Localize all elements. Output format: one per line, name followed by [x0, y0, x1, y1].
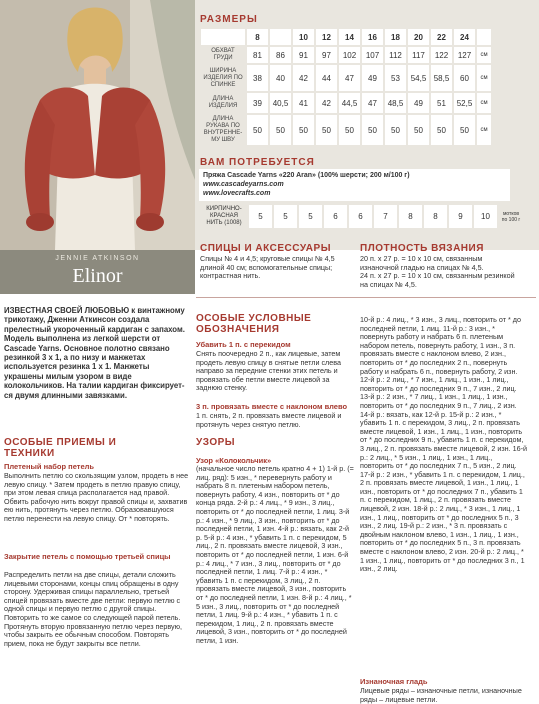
cell: 48,5 [385, 93, 406, 113]
yarn-quantity-row [201, 205, 523, 228]
size-row-sleeve [201, 115, 491, 145]
color-label: КИРПИЧНО- КРАСНАЯ НИТЬ (1008) [206, 206, 242, 226]
cell: 8 [424, 205, 447, 228]
size-header: 24 [454, 29, 475, 45]
bind-off-text: Распределить петли на две спицы, детали сложить лицевыми сторонами, концы спиц обращены в одну сторону. Удерживая спицы параллельно, третьей спицей провязать вместе две петли: первую петлю с одной спицы и первую петлю с другой спицы. Повторить то же самое со следующей парой петель. Протянуть вторую провязанную петлю через первую, чтобы закрыть ее обычным способом. Повторять прием, пока не будут закрыты все петли. [4, 570, 183, 648]
cell: 50 [362, 115, 383, 145]
cell: 122 [431, 47, 452, 63]
divider [196, 297, 536, 298]
sizes-header-row [201, 29, 491, 45]
symbols-heading: ОСОБЫЕ УСЛОВНЫЕ ОБОЗНАЧЕНИЯ [196, 313, 312, 335]
yarn-site-2[interactable]: www.lovecrafts.com [203, 190, 271, 197]
cell: 50 [431, 115, 452, 145]
cell: 50 [316, 115, 337, 145]
yarn-quantity-table [199, 203, 525, 230]
cell: 49 [408, 93, 429, 113]
cell: 50 [270, 115, 291, 145]
cell: 10 [474, 205, 497, 228]
symbol-1-text: Снять поочередно 2 п., как лицевые, затем продеть левую спицу в снятые петли слева направо за передние стенки этих петель и провязать обе петли вместе лицевой за заднюю стенку. [196, 349, 341, 393]
reverse-stockinette-title: Изнаночная гладь [360, 677, 428, 686]
row-label: ДЛИНА ИЗДЕЛИЯ [208, 96, 238, 109]
materials-heading: ВАМ ПОТРЕБУЕТСЯ [200, 157, 315, 168]
cell: 49 [362, 65, 383, 91]
cell: 60 [454, 65, 475, 91]
bind-off-title: Закрытие петель с помощью третьей спицы [4, 552, 171, 561]
size-header: 22 [431, 29, 452, 45]
cell: 50 [454, 115, 475, 145]
cell: 42 [316, 93, 337, 113]
cell: 50 [339, 115, 360, 145]
cell: 50 [408, 115, 429, 145]
unit-cell: см [477, 47, 491, 63]
cast-on-title: Плетеный набор петель [4, 462, 95, 471]
model-photo-illustration [0, 0, 195, 250]
bell-pattern-title: Узор «Колокольчик» [196, 456, 272, 465]
cell: 117 [408, 47, 429, 63]
symbol-1-title: Убавить 1 п. с перекидом [196, 340, 291, 349]
cell: 9 [449, 205, 472, 228]
designer-name: JENNIE ATKINSON [55, 255, 140, 262]
size-header: 20 [408, 29, 429, 45]
size-header: 14 [339, 29, 360, 45]
cell: 6 [324, 205, 347, 228]
row-label: ОБХВАТ ГРУДИ [211, 48, 235, 61]
row-label: ДЛИНА РУКАВА ПО ВНУТРЕННЕ- МУ ШВУ [203, 116, 243, 143]
size-header: 12 [316, 29, 337, 45]
size-header: 16 [362, 29, 383, 45]
cell: 53 [385, 65, 406, 91]
intro-text: ИЗВЕСТНАЯ СВОЕЙ ЛЮБОВЬЮ к винтажному трикотажу, Дженни Аткинсон создала прелестный укороченный кардиган с запахом. Модель выполнена из легкой шерсти от Cascade Yarns. Основное полотно связано резинкой 3 х 1, а по низу и манжетах используется резинка 1 х 1. Манжеты украшены милым узором в виде колокольчиков. На талии кардиган фиксирует-ся двумя длинными завязками. [4, 306, 185, 400]
symbol-2-text: 1 п. снять, 2 п. провязать вместе лицевой и протянуть через снятую петлю. [196, 411, 342, 429]
cast-on-text: Выполнить петлю со скользящим узлом, продеть в нее левую спицу. * Затем продеть в петлю правую спицу, при этом левая спица располагается над правой. Обвить рабочую нить вокруг правой спицы и, захватив ею нить, протянуть через петлю. Образовавшуюся петлю перенести на левую спицу. От * повторять. [4, 471, 189, 523]
cell: 5 [299, 205, 322, 228]
reverse-stockinette-text: Лицевые ряды – изнаночные петли, изнаночные ряды – лицевые петли. [360, 686, 522, 704]
unit-cell: см [477, 115, 491, 145]
techniques-heading: ОСОБЫЕ ПРИЕМЫ И ТЕХНИКИ [4, 437, 117, 459]
cell: 5 [274, 205, 297, 228]
yarn-site-1[interactable]: www.cascadeyarns.com [203, 181, 284, 188]
cell: 8 [399, 205, 422, 228]
cell: 7 [374, 205, 397, 228]
cell: 112 [385, 47, 406, 63]
cell: 91 [293, 47, 314, 63]
model-photo [0, 0, 195, 250]
designer-banner [0, 250, 195, 294]
size-row-width [201, 65, 491, 91]
size-header: 10 [293, 29, 314, 45]
symbol-2-title: 3 п. провязать вместе с наклоном влево [196, 402, 348, 411]
gauge-text-2: 24 п. х 27 р. = 10 х 10 см, связанным резинкой на спицах № 4,5. [360, 271, 515, 289]
cell: 51 [431, 93, 452, 113]
cell: 42 [293, 65, 314, 91]
cell: 107 [362, 47, 383, 63]
gauge-text-1: 20 п. х 27 р. = 10 х 10 см, связанным изнаночной гладью на спицах № 4,5. [360, 254, 484, 272]
patterns-heading: УЗОРЫ [196, 437, 236, 448]
cell: 6 [349, 205, 372, 228]
cell: 40 [270, 65, 291, 91]
cell: 40,5 [270, 93, 291, 113]
cell: 54,5 [408, 65, 429, 91]
cell: 47 [362, 93, 383, 113]
pattern-name: Elinor [72, 265, 123, 287]
unit-cell: мотков по 100 г [501, 210, 521, 223]
cell: 41 [293, 93, 314, 113]
size-header-empty [270, 29, 291, 45]
yarn-box [199, 169, 510, 201]
cell: 86 [270, 47, 291, 63]
size-row-bust [201, 47, 491, 63]
size-header: 18 [385, 29, 406, 45]
gauge-heading: ПЛОТНОСТЬ ВЯЗАНИЯ [360, 243, 484, 254]
sizes-heading: РАЗМЕРЫ [200, 14, 258, 25]
size-row-length [201, 93, 491, 113]
unit-cell: см [477, 65, 491, 91]
cell: 102 [339, 47, 360, 63]
cell: 44 [316, 65, 337, 91]
cell: 81 [247, 47, 268, 63]
needles-heading: СПИЦЫ И АКСЕССУАРЫ [200, 243, 331, 254]
cell: 50 [247, 115, 268, 145]
bell-pattern-text: (начальное число петель кратно 4 + 1) 1-й р. (= лиц. ряд): 5 изн., * перевернуть работу и набрать 8 п. плетеным набором петель, повернуть работу, 4 изн., повторить от * до конца ряда. 2-й р.: 4 лиц., * 9 изн., 3 лиц., повторить от * до последней петли, 1 лиц. 3-й р.: 4 изн., * 9 лиц., 3 изн., повторить от * до последней петли, 1 изн. 4-й р.: вязать, как 2-й р. 5-й р.: 4 изн., * убавить 1 п. с перекидом, 5 лиц., 2 п. провязать вместе лицевой, 3 изн., повторить от * до последней петли, 1 изн. 6-й р.: 4 лиц., * 7 изн., 3 лиц., повторить от * до последней петли, 1 лиц. 7-й р.: 4 изн., * убавить 1 п. с перекидом, 3 лиц., 2 п. провязать вместе лицевой, 3 изн., повторить от * до последней петли, 1 изн. 8-й р.: 4 лиц., * 5 изн., 3 лиц., повторить от * до последней петли, 1 лиц. 9-й р.: 4 изн., * убавить 1 п. с перекидом, 1 лиц., 2 п. провязать вместе лицевой, 3 изн., повторить от * до последней петли, 1 изн. [196, 464, 354, 645]
cell: 50 [385, 115, 406, 145]
cell: 50 [293, 115, 314, 145]
sizes-table [199, 27, 493, 147]
yarn-name: Пряжа Cascade Yarns «220 Aran» (100% шерсти; 200 м/100 г) [203, 172, 410, 179]
cell: 39 [247, 93, 268, 113]
cell: 97 [316, 47, 337, 63]
cell: 52,5 [454, 93, 475, 113]
cell: 38 [247, 65, 268, 91]
cell: 58,5 [431, 65, 452, 91]
cell: 127 [454, 47, 475, 63]
needles-text: Спицы № 4 и 4,5; круговые спицы № 4,5 длиной 40 см; вспомогательные спицы; контрастная нить. [200, 254, 335, 281]
bell-pattern-continued: 10-й р.: 4 лиц., * 3 изн., 3 лиц., повторить от * до последней петли, 1 лиц. 11-й р.: 3 изн., * повернуть работу и набрать 6 п. плетеным набором петель, повернуть работу, 1 изн., 3 п. провязать вместе с наклоном влево, 2 изн., повторить от * до последних 2 п., повернуть работу и набрать 6 п., повернуть работу, 2 изн. 12-й р.: 2 лиц., * 7 изн., 1 лиц., 1 изн., 1 лиц., повторить от * до последних 9 п., 7 изн., 2 лиц. 13-й р.: 2 изн., * 7 лиц., 1 изн., 1 лиц., 1 изн., повторить от * до последних 9 п., 7 лиц., 2 изн. 14-й р.: вязать, как 12-й р. 15-й р.: 2 изн., * убавить 1 п. с перекидом, 3 лиц., 2 п. провязать вместе лицевой, 1 изн., 1 лиц., 1 изн., повторить от * до последних 9 п., убавить 1 п. с перекидом, 3 лиц., 2 п. провязать вместе лицевой, 2 изн. 16-й р.: 2 лиц., * 5 изн., 1 лиц., 1 изн., 1 лиц., повторить от * до последних 7 п., 5 изн., 2 лиц. 17-й р.: 2 изн., * убавить 1 п. с перекидом, 1 лиц., 2 п. провязать вместе лицевой, 1 изн., 1 лиц., 1 изн., повторить от * до последних 7 п., убавить 1 п. с перекидом, 1 лиц., 2 п. провязать вместе лицевой, 2 изн. 18-й р.: 2 лиц., * 3 изн., 1 лиц., 1 изн., 1 лиц., повторить от * до последних 5 п., 3 изн., 2 лиц. 19-й р.: 2 изн., * 3 п. провязать с двойным наклоном влево, 1 изн., 1 лиц., 1 изн., повторить от * до последних 5 п., 3 п. провязать вместе с наклоном влево, 2 изн. 20-й р.: 2 лиц., * 1 изн., 1 лиц., повторить от * до последних 3 п., 1 изн., 2 лиц. [360, 315, 528, 574]
unit-cell: см [477, 93, 491, 113]
cell: 44,5 [339, 93, 360, 113]
cell: 5 [249, 205, 272, 228]
row-label: ШИРИНА ИЗДЕЛИЯ ПО СПИНКЕ [203, 67, 243, 88]
cell: 47 [339, 65, 360, 91]
size-header: 8 [247, 29, 268, 45]
